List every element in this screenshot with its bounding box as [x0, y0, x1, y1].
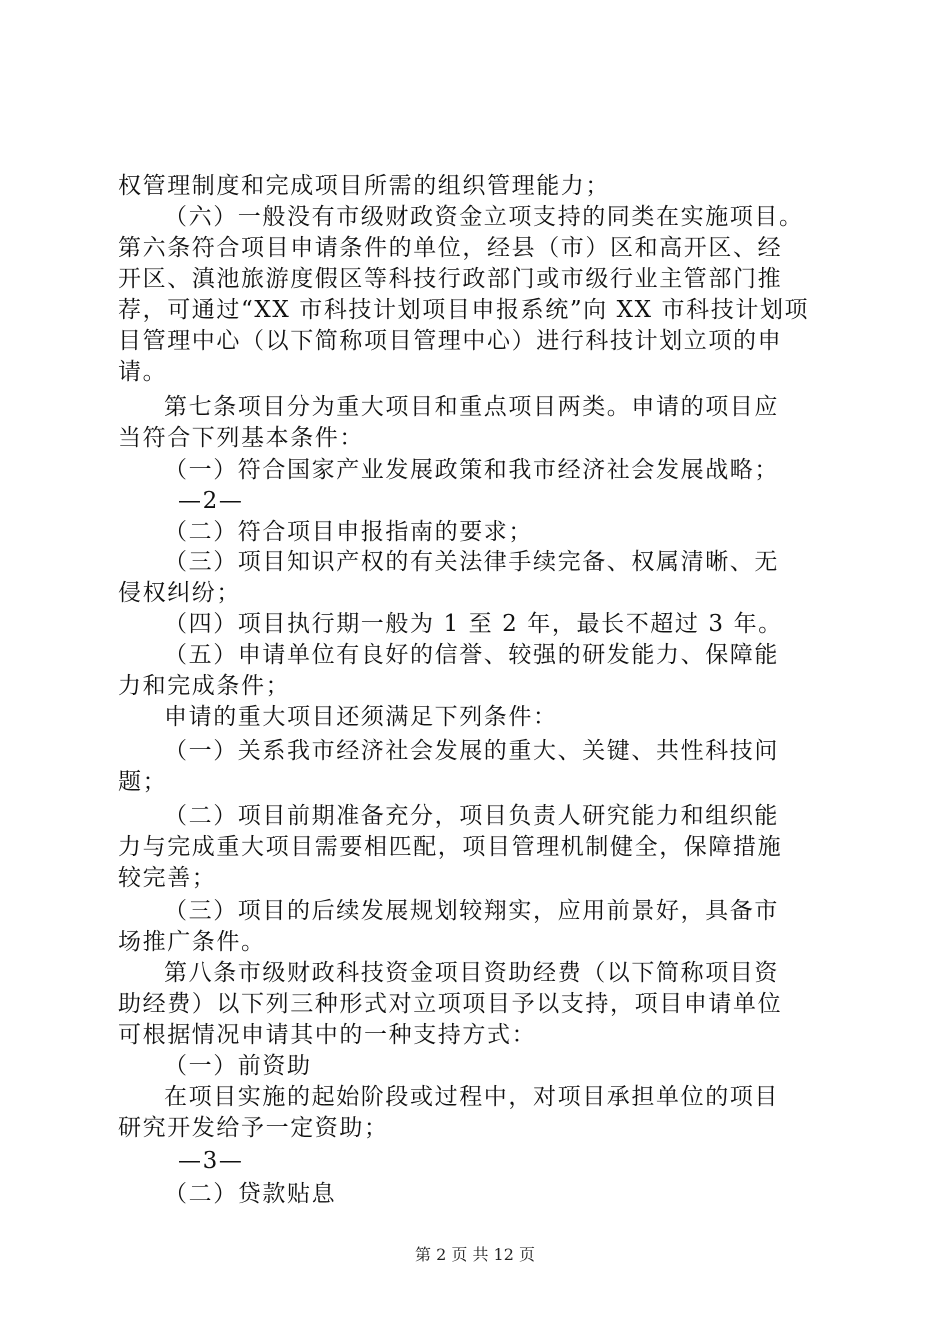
- text-line: 第六条符合项目申请条件的单位，经县（市）区和高开区、经: [118, 235, 783, 261]
- text-line: （一）前资助: [164, 1053, 312, 1079]
- text-line: 题；: [118, 769, 168, 795]
- text-line: （六）一般没有市级财政资金立项支持的同类在实施项目。: [164, 204, 804, 230]
- text-line: 目管理中心（以下简称项目管理中心）进行科技计划立项的申: [118, 328, 783, 354]
- text-line: 侵权纠纷；: [118, 580, 241, 606]
- page-marker: —3—: [178, 1148, 244, 1174]
- text-line: （一）符合国家产业发展政策和我市经济社会发展战略；: [164, 457, 779, 483]
- text-line: 当符合下列基本条件：: [118, 425, 364, 451]
- text-line: 较完善；: [118, 865, 217, 891]
- text-line: （二）项目前期准备充分，项目负责人研究能力和组织能: [164, 803, 779, 829]
- text-line: （二）符合项目申报指南的要求；: [164, 519, 533, 545]
- text-line: 请。: [118, 359, 168, 385]
- text-line: 助经费）以下列三种形式对立项项目予以支持，项目申请单位: [118, 991, 783, 1017]
- text-line: 在项目实施的起始阶段或过程中，对项目承担单位的项目: [164, 1084, 779, 1110]
- text-line: 荐，可通过“XX 市科技计划项目申报系统”向 XX 市科技计划项: [118, 297, 810, 323]
- text-line: 权管理制度和完成项目所需的组织管理能力；: [118, 173, 610, 199]
- page-marker: —2—: [178, 488, 244, 514]
- text-line: （一）关系我市经济社会发展的重大、关键、共性科技问: [164, 738, 779, 764]
- text-line: 申请的重大项目还须满足下列条件：: [164, 704, 558, 730]
- text-line: （三）项目知识产权的有关法律手续完备、权属清晰、无: [164, 549, 779, 575]
- text-line: （二）贷款贴息: [164, 1181, 337, 1207]
- text-line: （五）申请单位有良好的信誉、较强的研发能力、保障能: [164, 642, 779, 668]
- text-line: （四）项目执行期一般为 1 至 2 年，最长不超过 3 年。: [164, 611, 783, 637]
- text-line: 可根据情况申请其中的一种支持方式：: [118, 1022, 537, 1048]
- text-line: 场推广条件。: [118, 929, 266, 955]
- text-line: 第八条市级财政科技资金项目资助经费（以下简称项目资: [164, 960, 779, 986]
- text-line: 开区、滇池旅游度假区等科技行政部门或市级行业主管部门推: [118, 266, 783, 292]
- text-line: （三）项目的后续发展规划较翔实，应用前景好，具备市: [164, 898, 779, 924]
- text-line: 力和完成条件；: [118, 673, 291, 699]
- text-line: 力与完成重大项目需要相匹配，项目管理机制健全，保障措施: [118, 834, 783, 860]
- text-line: 研究开发给予一定资助；: [118, 1115, 389, 1141]
- page-footer: 第 2 页 共 12 页: [415, 1245, 535, 1264]
- text-line: 第七条项目分为重大项目和重点项目两类。申请的项目应: [164, 394, 779, 420]
